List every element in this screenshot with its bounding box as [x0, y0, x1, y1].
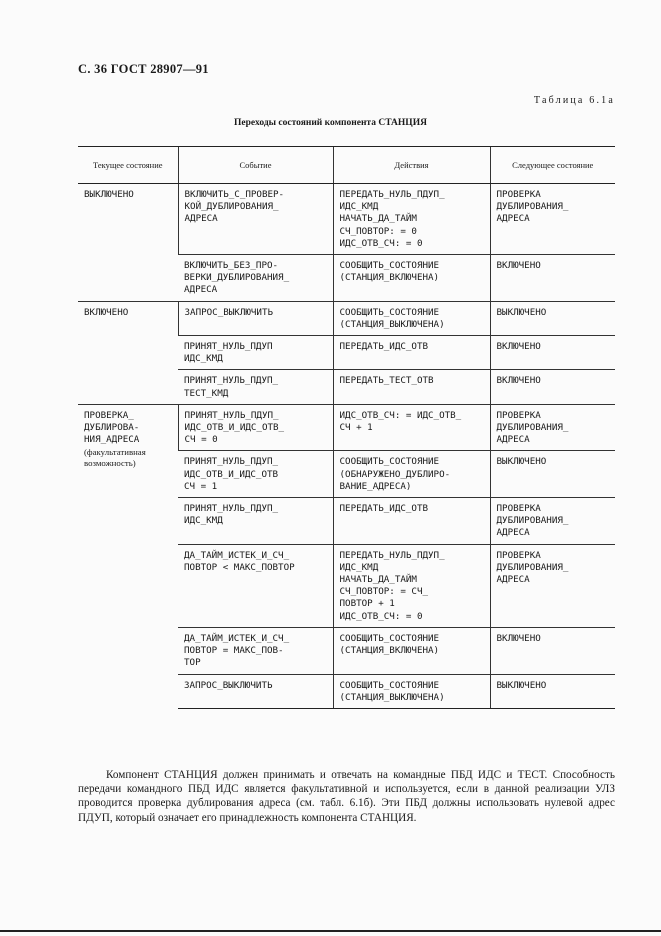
table-caption: Переходы состояний компонента СТАНЦИЯ [234, 118, 427, 128]
action-line: СООБЩИТЬ_СОСТОЯНИЕ [339, 306, 440, 318]
next-state-line: ВКЛЮЧЕНО [496, 260, 541, 272]
page-header: С. 36 ГОСТ 28907—91 [78, 62, 209, 76]
event-cell [178, 255, 333, 302]
event-cell [178, 370, 333, 404]
next-state-line: ДУБЛИРОВАНИЯ_ [496, 422, 569, 434]
next-state-line: ВЫКЛЮЧЕНО [496, 456, 547, 468]
current-state-line: ВЫКЛЮЧЕНО [84, 189, 134, 200]
action-line: ИДС_ОТВ_СЧ: = ИДС_ОТВ_ [339, 409, 462, 421]
action-cell [333, 301, 490, 335]
action-line: (СТАНЦИЯ_ВЫКЛЮЧЕНА) [339, 318, 445, 330]
event-cell [178, 544, 333, 627]
next-state-cell [490, 184, 615, 255]
next-state-cell [490, 451, 615, 498]
event-line: ВКЛЮЧИТЬ_С_ПРОВЕР- [184, 189, 285, 200]
col-header-next-state: Следующее состояние [490, 147, 615, 184]
next-state-line: ВКЛЮЧЕНО [496, 341, 541, 353]
table-body [78, 184, 615, 709]
next-state-line: ВЫКЛЮЧЕНО [496, 679, 547, 691]
next-state-cell [490, 674, 615, 708]
table-row [78, 404, 615, 451]
state-note [84, 447, 172, 469]
next-state-line: ДУБЛИРОВАНИЯ_ [496, 515, 569, 527]
event-line: ДА_ТАЙМ_ИСТЕК_И_СЧ_ [184, 632, 290, 644]
action-cell [333, 451, 490, 498]
event-line: ИДС_КМД [184, 353, 223, 365]
action-line: ИДС_КМД [339, 561, 379, 573]
next-state-line: ДУБЛИРОВАНИЯ_ [496, 561, 569, 573]
event-line: ТОР [184, 657, 201, 669]
next-state-line: АДРЕСА [496, 213, 530, 225]
next-state-cell [490, 336, 615, 370]
table-header-row [78, 147, 615, 184]
event-line: КОЙ_ДУБЛИРОВАНИЯ_ [184, 201, 279, 213]
event-line: ИДС_ОТВ_И_ИДС_ОТВ [184, 468, 279, 480]
next-state-line: АДРЕСА [496, 434, 530, 446]
action-line: СООБЩИТЬ_СОСТОЯНИЕ [339, 260, 440, 272]
next-state-line: ПРОВЕРКА [496, 189, 541, 200]
action-line: СООБЩИТЬ_СОСТОЯНИЕ [339, 679, 440, 691]
action-line: (СТАНЦИЯ_ВКЛЮЧЕНА) [339, 645, 440, 657]
action-line: ИДС_ОТВ_СЧ: = 0 [339, 610, 423, 622]
next-state-line: ПРОВЕРКА [496, 409, 541, 421]
state-note-line: (факультативная [84, 447, 146, 458]
action-line: (СТАНЦИЯ_ВКЛЮЧЕНА) [339, 272, 440, 284]
next-state-cell [490, 255, 615, 302]
next-state-line: ПРОВЕРКА [496, 503, 541, 515]
current-state-line: ПРОВЕРКА_ [84, 409, 134, 421]
action-line: ПЕРЕДАТЬ_ИДС_ОТВ [339, 341, 429, 353]
table-number: Таблица 6.1а [533, 95, 615, 106]
current-state-line: ДУБЛИРОВА- [84, 422, 140, 434]
body-paragraph [78, 768, 615, 825]
col-header-actions: Действия [333, 147, 490, 184]
event-cell [178, 301, 333, 335]
action-line: (СТАНЦИЯ_ВЫКЛЮЧЕНА) [339, 691, 445, 703]
event-line: ПРИНЯТ_НУЛЬ_ПДУП [184, 341, 273, 353]
action-line: ПЕРЕДАТЬ_ИДС_ОТВ [339, 503, 429, 515]
event-line: ПОВТОР = МАКС_ПОВ- [184, 645, 284, 657]
event-line: АДРЕСА [184, 284, 218, 296]
next-state-line: ДУБЛИРОВАНИЯ_ [496, 201, 569, 213]
action-line: СООБЩИТЬ_СОСТОЯНИЕ [339, 456, 440, 468]
action-line: ВАНИЕ_АДРЕСА) [339, 480, 412, 492]
action-line: СЧ + 1 [339, 422, 373, 434]
action-line: ИДС_ОТВ_СЧ: = 0 [339, 237, 423, 249]
next-state-line: ВКЛЮЧЕНО [496, 632, 541, 644]
action-line: НАЧАТЬ_ДА_ТАЙМ [339, 574, 417, 586]
next-state-line: ВЫКЛЮЧЕНО [496, 306, 547, 318]
col-header-current-state: Текущее состояние [78, 147, 178, 184]
event-line: СЧ = 0 [184, 434, 218, 446]
event-line: ИДС_ОТВ_И_ИДС_ОТВ_ [184, 422, 285, 434]
next-state-cell [490, 370, 615, 404]
event-cell [178, 451, 333, 498]
action-line: СООБЩИТЬ_СОСТОЯНИЕ [339, 632, 440, 644]
event-line: ТЕСТ_КМД [184, 387, 229, 399]
action-cell [333, 336, 490, 370]
action-cell [333, 370, 490, 404]
next-state-line: АДРЕСА [496, 527, 530, 539]
current-state-cell [78, 184, 178, 302]
table-row [78, 184, 615, 255]
state-note-line: возможность) [84, 458, 136, 469]
event-line: ЗАПРОС_ВЫКЛЮЧИТЬ [184, 679, 273, 691]
event-cell [178, 184, 333, 255]
next-state-line: ВКЛЮЧЕНО [496, 375, 541, 387]
next-state-cell [490, 404, 615, 451]
table-row [78, 301, 615, 335]
next-state-cell [490, 627, 615, 674]
event-line: ПРИНЯТ_НУЛЬ_ПДУП_ [184, 375, 279, 387]
action-line: ПЕРЕДАТЬ_НУЛЬ_ПДУП_ [339, 549, 445, 561]
action-cell [333, 255, 490, 302]
action-cell [333, 498, 490, 545]
next-state-line: АДРЕСА [496, 574, 530, 586]
action-cell [333, 184, 490, 255]
current-state-line: НИЯ_АДРЕСА [84, 434, 140, 446]
event-line: ПРИНЯТ_НУЛЬ_ПДУП_ [184, 503, 279, 515]
event-line: ВКЛЮЧИТЬ_БЕЗ_ПРО- [184, 260, 279, 272]
bottom-rule [0, 930, 661, 932]
action-line: ПЕРЕДАТЬ_НУЛЬ_ПДУП_ [339, 189, 445, 200]
event-line: ВЕРКИ_ДУБЛИРОВАНИЯ_ [184, 272, 290, 284]
event-line: СЧ = 1 [184, 480, 218, 492]
next-state-cell [490, 544, 615, 627]
action-line: НАЧАТЬ_ДА_ТАЙМ [339, 213, 417, 225]
action-line: ПЕРЕДАТЬ_ТЕСТ_ОТВ [339, 375, 434, 387]
action-cell [333, 627, 490, 674]
action-cell [333, 674, 490, 708]
event-line: ЗАПРОС_ВЫКЛЮЧИТЬ [184, 306, 274, 318]
event-line: ПРИНЯТ_НУЛЬ_ПДУП_ [184, 409, 279, 421]
event-line: ИДС_КМД [184, 515, 223, 527]
action-cell [333, 404, 490, 451]
event-cell [178, 627, 333, 674]
action-line: (ОБНАРУЖЕНО_ДУБЛИРО- [339, 468, 451, 480]
event-line: ДА_ТАЙМ_ИСТЕК_И_СЧ_ [184, 549, 290, 561]
event-cell [178, 498, 333, 545]
event-line: АДРЕСА [184, 213, 218, 225]
next-state-line: ПРОВЕРКА [496, 549, 541, 561]
event-cell [178, 674, 333, 708]
event-cell [178, 404, 333, 451]
event-line: ПОВТОР < МАКС_ПОВТОР [184, 561, 295, 573]
action-line: СЧ_ПОВТОР: = СЧ_ [339, 586, 429, 598]
action-line: ПОВТОР + 1 [339, 598, 395, 610]
action-cell [333, 544, 490, 627]
event-cell [178, 336, 333, 370]
next-state-cell [490, 301, 615, 335]
paragraph-text: Компонент СТАНЦИЯ должен принимать и отвечать на командные ПБД ИДС и ТЕСТ. Способность передачи командного ПБД ИДС является факультативной и используется, если в данной реализации УЛЗ проводится проверка дублирования адреса (см. табл. 6.1б). Эти ПБД должны использовать нулевой адрес ПДУП, который означает его принадлежность компонента СТАНЦИЯ. [78, 769, 615, 824]
state-transition-table [78, 146, 615, 709]
col-header-event: Событие [178, 147, 333, 184]
current-state-cell [78, 404, 178, 708]
current-state-cell [78, 301, 178, 404]
event-line: ПРИНЯТ_НУЛЬ_ПДУП_ [184, 456, 279, 468]
action-line: СЧ_ПОВТОР: = 0 [339, 225, 417, 237]
current-state-line: ВКЛЮЧЕНО [84, 306, 129, 318]
action-line: ИДС_КМД [339, 201, 379, 213]
next-state-cell [490, 498, 615, 545]
